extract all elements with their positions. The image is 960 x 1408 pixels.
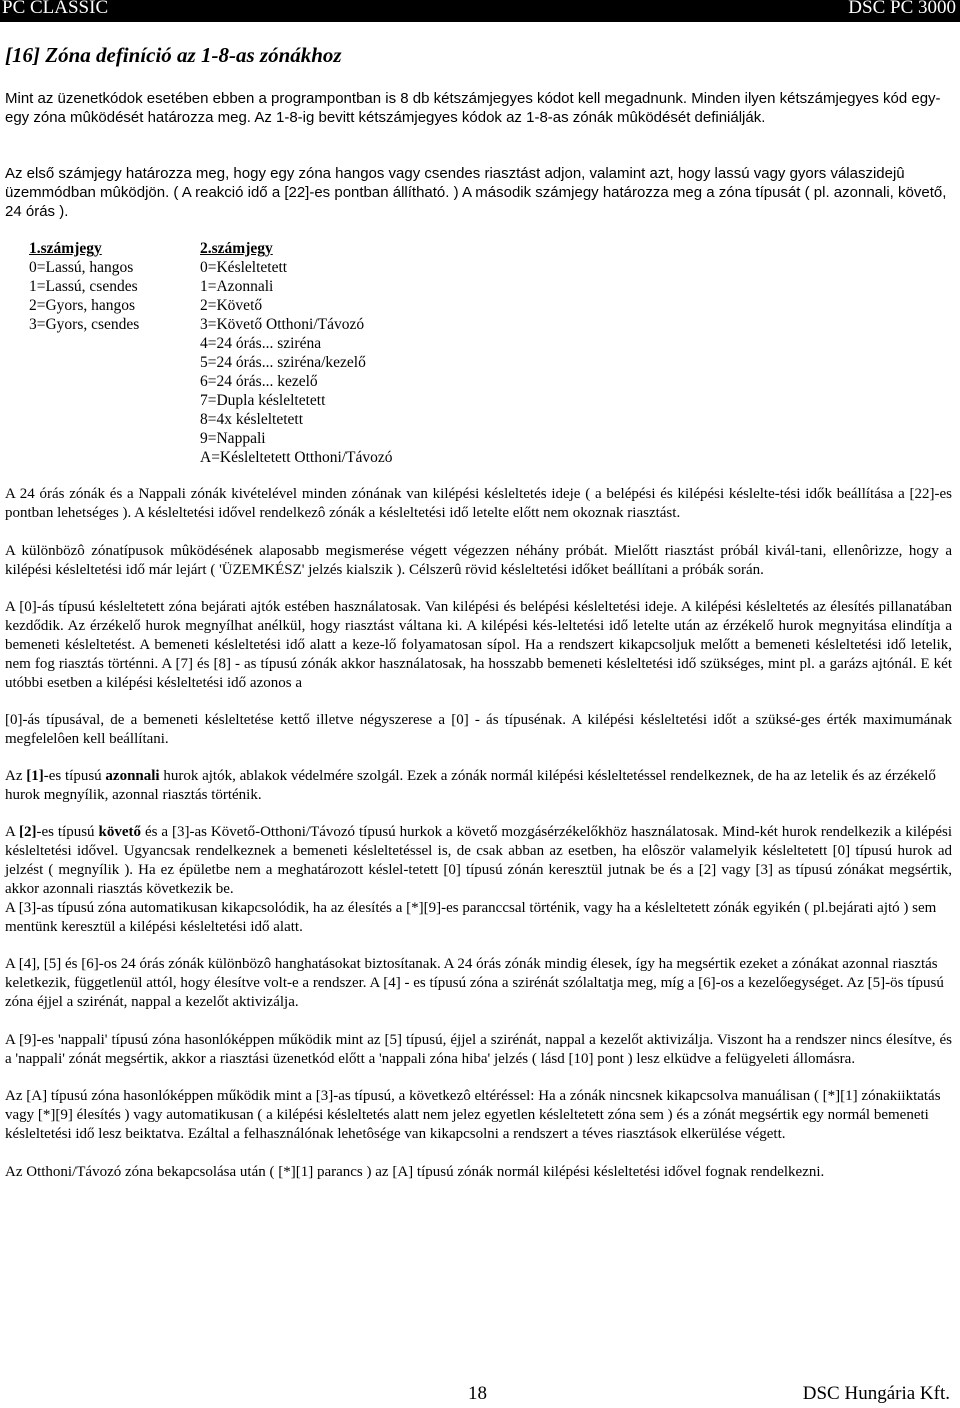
first-digit-option: 0=Lassú, hangos — [29, 259, 134, 276]
section-title: [16] Zóna definíció az 1-8-as zónákhoz — [5, 43, 342, 67]
body-paragraph: Az Otthoni/Távozó zóna bekapcsolása után ( [*][1] parancs ) az [A] típusú zónák normál kilépési késleltetési idővel fognak rendelkezni. — [5, 1164, 825, 1180]
first-digit-column — [29, 239, 194, 334]
second-digit-option: 8=4x késleltetett — [200, 411, 304, 428]
body-paragraph: A [0]-ás típusú késleltetett zóna bejárati ajtók estében használatosak. Van kilépési és belépési késleltetési ideje. A kilépési késleltetés az élesítés pillanatában kezdődik. Az érzékelő hurok megnyílhat anélkül, hogy riasztást váltana ki. A kilépési kés-leltetési idő letelte után az érzékelő hurok megnyitása elindítja a bemeneti késleltetést. A bemeneti késleltetési idő alatt a keze-lő folyamatosan sípol. Ha a rendszert kikapcsoljuk melőtt a bemeneti késleltetési idő letelik, nem fog riasztás történni. A [7] és [8] - as típusú zónák akkor használatosak, ha hosszabb bemeneti késleltetési idő szükséges, mint pl. a garázs ajtónál. E két utóbbi esetben a kilépési késleltetési idő azonos a — [5, 599, 952, 691]
first-digit-header: 1.számjegy — [29, 240, 102, 257]
header-product-left: PC CLASSIC — [2, 0, 109, 18]
body-paragraph: Az [A] típusú zóna hasonlóképpen működik mint a [3]-as típusú, a következô eltéréssel: Ha a zónák nincsnek kikapcsolva manuálisan ( [*][1] zónakiiktatás vagy [*][9] élesítés ) vagy automatikusan ( a kilépési késleltetés alatt nem jelez egyetlen késleltetett zóna sem ) és a zónát megsértik egy normál bemeneti késleltetési idő lesz beiktatva. Ezáltal a felhasználónak lehetôsége van kikapcsolni a rendszert a téves riasztások elkerülése végett. — [5, 1088, 941, 1142]
second-digit-option: 2=Követő — [200, 297, 263, 314]
intro-paragraph: Mint az üzenetkódok esetében ebben a programpontban is 8 db kétszámjegyes kódot kell megadnunk. Minden ilyen kétszámjegyes kód egy-egy zóna mûködését határozza meg. Az 1-8-ig bevitt kétszámjegyes kódok az 1-8-as zónák mûködését definiálják. — [5, 90, 941, 126]
second-digit-option: 3=Követő Otthoni/Távozó — [200, 316, 365, 333]
text-run: hurok ajtók, ablakok védelmére szolgál. Ezek a zónák normál kilépési késleltetéssel rendelkeznek, de ha az letelik és az érzékelő hurok megnyílik, azonnal riasztás történik. — [5, 768, 936, 803]
bold-run: követő — [98, 824, 142, 840]
second-digit-option: 7=Dupla késleltetett — [200, 392, 326, 409]
second-digit-column — [200, 239, 393, 467]
body-paragraph: A [4], [5] és [6]-os 24 órás zónák különbözô hanghatásokat biztosítanak. A 24 órás zónák mindig élesek, így ha megsértik ezeket a zónákat azonnal riasztás keletkezik, függetlenül attól, hogy élesítve volt-e a rendszer. A [4] - es típusú zóna a szirénát szólaltatja meg, míg a [6]-os a kezelőegységet. Az [5]-ös típusú zóna éjjel a szirénát, nappal a kezelőt aktivizálja. — [5, 956, 944, 1010]
bold-run: azonnali — [105, 768, 160, 784]
text-run: -es típusú — [43, 768, 106, 784]
text-run: A — [5, 824, 19, 840]
second-digit-option: 9=Nappali — [200, 430, 266, 447]
body-paragraph-type2 — [5, 823, 952, 899]
second-digit-option: 6=24 órás... kezelő — [200, 373, 318, 390]
second-digit-option: 1=Azonnali — [200, 278, 274, 295]
bold-run: [2] — [18, 824, 37, 840]
first-digit-option: 2=Gyors, hangos — [29, 297, 136, 314]
body-paragraph: A [3]-as típusú zóna automatikusan kikapcsolódik, ha az élesítés a [*][9]-es paranccsal történik, vagy ha a késleltetett zónák egyikén ( pl.bejárati ajtó ) sem mentünk keresztül a kilépési késleltetési idő alatt. — [5, 900, 937, 935]
page-header-bar — [0, 0, 960, 22]
body-paragraph: [0]-ás típusával, de a bemeneti késleltetése kettő illetve négyszerese a [0] - ás típusénak. A kilépési késleltetési időt a szüksé-ges érték maximumának megfelelôen kell beállítani. — [5, 712, 952, 747]
second-digit-option: 0=Késleltetett — [200, 259, 288, 276]
second-digit-option: 4=24 órás... sziréna — [200, 335, 322, 352]
text-run: -es típusú — [36, 824, 99, 840]
footer-company: DSC Hungária Kft. — [802, 1383, 950, 1404]
second-digit-option: A=Késleltetett Otthoni/Távozó — [200, 449, 393, 466]
second-digit-option: 5=24 órás... sziréna/kezelő — [200, 354, 366, 371]
page-number: 18 — [468, 1383, 487, 1404]
body-paragraph: A különbözô zónatípusok mûködésének alaposabb megismerése végett végezzen néhány próbát. Mielőtt riasztást próbál kivál-tani, ellenôrizze, hogy a kilépési késleltetési idő már lejárt ( 'ÜZEMKÉSZ' jelzés kialszik ). Célszerû rövid késleltetési időket beállítani a próbák során. — [5, 543, 952, 578]
text-run: Az — [5, 768, 27, 784]
second-digit-header: 2.számjegy — [200, 240, 273, 257]
body-paragraph-type1 — [5, 767, 952, 805]
intro-paragraph: Az első számjegy határozza meg, hogy egy zóna hangos vagy csendes riasztást adjon, valamint azt, hogy lassú vagy gyors válaszidejû üzemmódban mûködjön. ( A reakció idő a [22]-es pontban állítható. ) A második számjegy határozza meg a zóna típusát ( pl. azonnali, követő, 24 órás ). — [5, 165, 947, 220]
first-digit-option: 3=Gyors, csendes — [29, 316, 140, 333]
header-product-right: DSC PC 3000 — [848, 0, 956, 18]
first-digit-option: 1=Lassú, csendes — [29, 278, 138, 295]
body-paragraph: A 24 órás zónák és a Nappali zónák kivételével minden zónának van kilépési késleltetés ideje ( a belépési és kilépési késlelte-tési idők beállítása a [22]-es pontban lehetséges ). A késleltetési idővel rendelkezô zónák a késleltetési idő letelte előtt nem okoznak riasztást. — [5, 486, 952, 521]
text-run: és a [3]-as Követő-Otthoni/Távozó típusú hurkok a követő mozgásérzékelőkhöz használatosak. Mind-két hurok rendelkezik a kilépési késleltetési idővel. Ugyancsak rendelkeznek a bemeneti késleltetéssel is, de csak abban az esetben, ha elôször valamelyik késleltetett [0] típusú hurok ad jelzést ( megnyílik ). Ha ez épületbe nem a meghatározott késlel-tetett [0] típusú zónán keresztül jutnak be és a [2] vagy [3] as típusú zónákat megsértik, akkor azonnali riasztás következik be. — [5, 824, 952, 897]
body-paragraph: A [9]-es 'nappali' típusú zóna hasonlóképpen működik mint az [5] típusú, éjjel a szirénát, nappal a kezelőt aktivizálja. Viszont ha a rendszer nincs élesítve, és a 'nappali' zónát megsértik, akkor a riasztási üzenetkód előtt a 'nappali zóna hiba' jelzés ( lásd [10] pont ) lesz elküdve a felügyeleti állomásra. — [5, 1032, 952, 1067]
bold-run: [1] — [26, 768, 44, 784]
